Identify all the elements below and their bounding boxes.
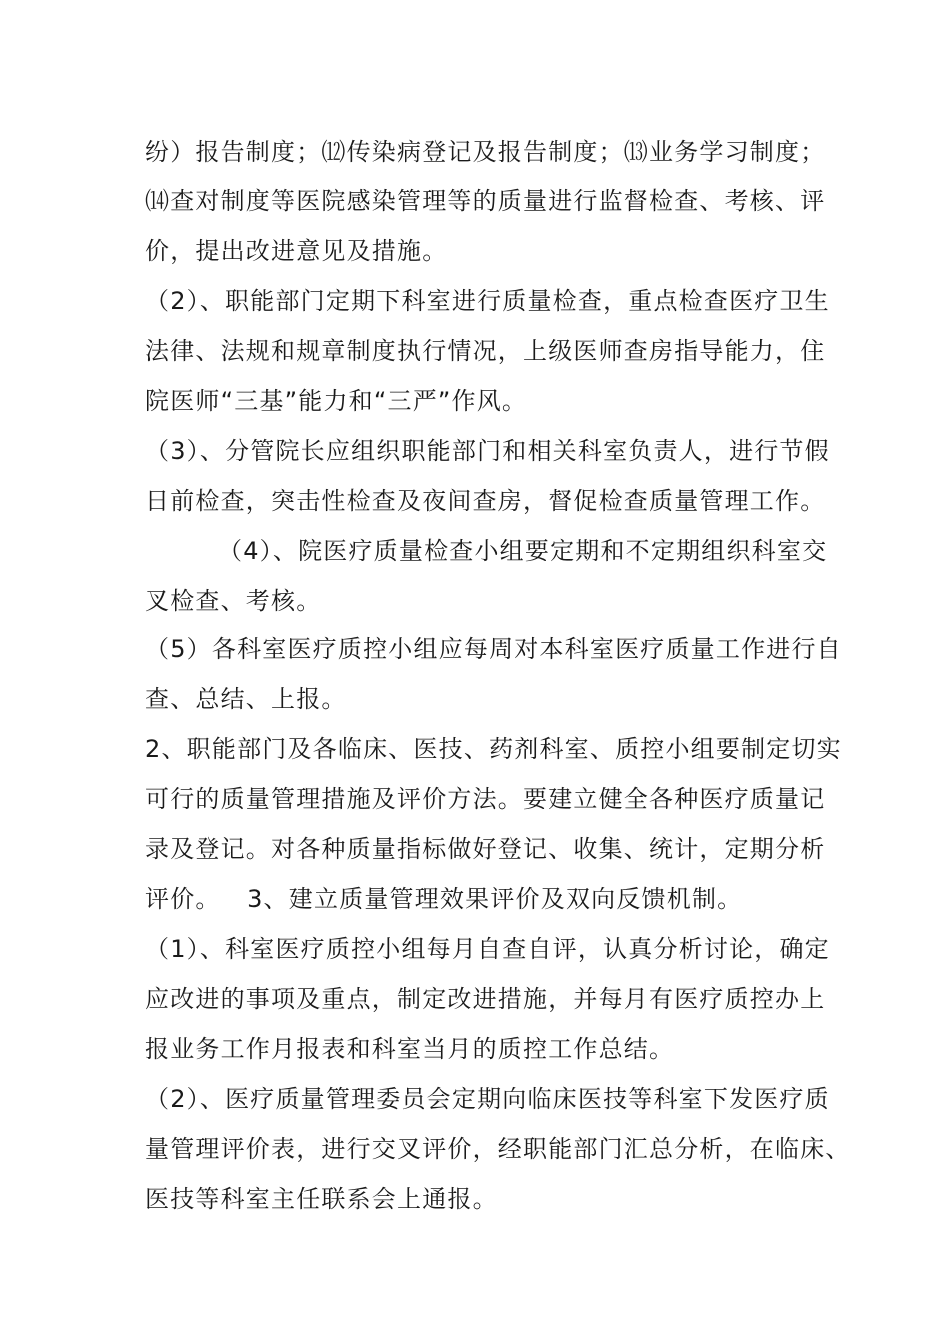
text-line: 医技等科室主任联系会上通报。 — [145, 1185, 498, 1213]
text-line: （4）、院医疗质量检查小组要定期和不定期组织科室交 — [218, 537, 828, 565]
text-line: （5）各科室医疗质控小组应每周对本科室医疗质量工作进行自 — [145, 635, 842, 663]
text-line: （2）、职能部门定期下科室进行质量检查，重点检查医疗卫生 — [145, 287, 830, 315]
text-line: 纷）报告制度；⑿传染病登记及报告制度；⒀业务学习制度； — [145, 138, 826, 166]
text-line: 报业务工作月报表和科室当月的质控工作总结。 — [145, 1035, 675, 1063]
text-line: 2、职能部门及各临床、医技、药剂科室、质控小组要制定切实 — [145, 735, 842, 763]
text-line: 查、总结、上报。 — [145, 685, 347, 713]
text-line: ⒁查对制度等医院感染管理等的质量进行监督检查、考核、评 — [145, 187, 826, 215]
text-line: 日前检查，突击性检查及夜间查房，督促检查质量管理工作。 — [145, 487, 826, 515]
text-line: 评价。 3、建立质量管理效果评价及双向反馈机制。 — [145, 885, 743, 913]
text-line: （3）、分管院长应组织职能部门和相关科室负责人，进行节假 — [145, 437, 830, 465]
text-line: 可行的质量管理措施及评价方法。要建立健全各种医疗质量记 — [145, 785, 826, 813]
text-line: 录及登记。对各种质量指标做好登记、收集、统计，定期分析 — [145, 835, 826, 863]
text-line: 应改进的事项及重点，制定改进措施，并每月有医疗质控办上 — [145, 985, 826, 1013]
text-line: 量管理评价表，进行交叉评价，经职能部门汇总分析，在临床、 — [145, 1135, 851, 1163]
text-line: 叉检查、考核。 — [145, 587, 322, 615]
text-line: （2）、医疗质量管理委员会定期向临床医技等科室下发医疗质 — [145, 1085, 830, 1113]
text-line: （1）、科室医疗质控小组每月自查自评，认真分析讨论，确定 — [145, 935, 830, 963]
text-line: 法律、法规和规章制度执行情况，上级医师查房指导能力，住 — [145, 337, 826, 365]
text-line: 价，提出改进意见及措施。 — [145, 237, 448, 265]
text-line: 院医师“三基”能力和“三严”作风。 — [145, 387, 528, 415]
